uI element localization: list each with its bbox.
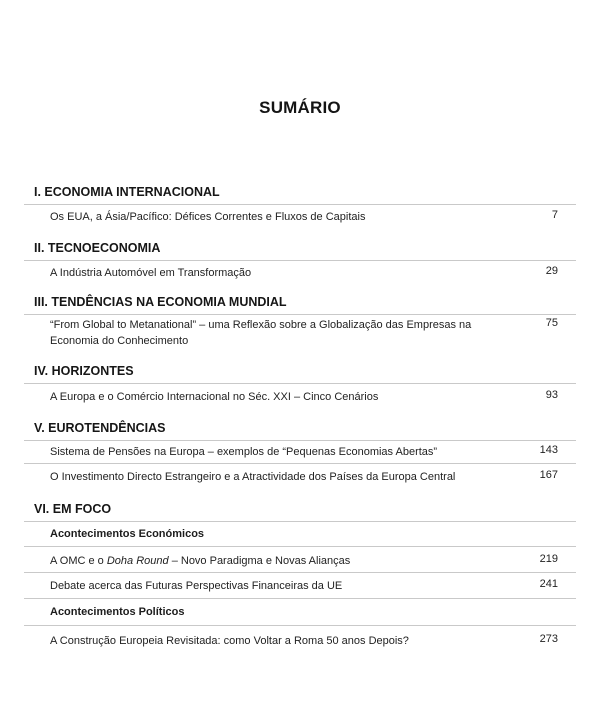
section-heading-tecnoeconomia: II. TECNOECONOMIA — [34, 241, 161, 255]
toc-page-number: 29 — [545, 265, 558, 277]
section-divider — [24, 521, 576, 522]
entry-divider — [24, 463, 576, 464]
section-heading-eurotendencias: V. EUROTENDÊNCIAS — [34, 421, 166, 435]
subsection-heading-economicos: Acontecimentos Económicos — [50, 528, 205, 540]
toc-entry[interactable]: Os EUA, a Ásia/Pacífico: Défices Correntes e Fluxos de Capitais — [50, 211, 366, 223]
toc-page-number: 143 — [539, 444, 558, 456]
toc-entry[interactable]: A Indústria Automóvel em Transformação — [50, 267, 252, 279]
entry-divider — [24, 572, 576, 573]
toc-entry[interactable]: A Europa e o Comércio Internacional no Séc. XXI – Cinco Cenários — [50, 391, 379, 403]
subsection-divider — [24, 546, 576, 547]
section-heading-em-foco: VI. EM FOCO — [34, 502, 112, 516]
section-heading-tendencias: III. TENDÊNCIAS NA ECONOMIA MUNDIAL — [34, 295, 287, 309]
entry-divider — [24, 598, 576, 599]
toc-page-number: 93 — [545, 389, 558, 401]
toc-entry-text: – Novo Paradigma e Novas Alianças — [168, 555, 351, 567]
toc-page-number: 241 — [539, 578, 558, 590]
subsection-divider — [24, 625, 576, 626]
section-divider — [24, 204, 576, 205]
section-heading-economia-internacional: I. ECONOMIA INTERNACIONAL — [34, 185, 220, 199]
toc-page-number: 75 — [545, 317, 558, 329]
section-divider — [24, 440, 576, 441]
toc-entry[interactable]: Debate acerca das Futuras Perspectivas Financeiras da UE — [50, 580, 343, 592]
toc-entry-line: Economia do Conhecimento — [50, 335, 189, 347]
toc-page-number: 273 — [539, 633, 558, 645]
toc-entry-italic: Doha Round — [106, 555, 169, 567]
toc-page-number: 7 — [551, 209, 558, 221]
page-title: SUMÁRIO — [259, 98, 341, 117]
section-divider — [24, 260, 576, 261]
toc-entry[interactable]: O Investimento Directo Estrangeiro e a Atractividade dos Países da Europa Central — [50, 471, 456, 483]
toc-entry[interactable]: A Construção Europeia Revisitada: como Voltar a Roma 50 anos Depois? — [50, 635, 409, 647]
section-divider — [24, 383, 576, 384]
section-divider — [24, 314, 576, 315]
toc-page-number: 219 — [539, 553, 558, 565]
toc-page-number: 167 — [539, 469, 558, 481]
toc-entry-line: “From Global to Metanational” – uma Reflexão sobre a Globalização das Empresas na — [50, 319, 472, 331]
subsection-heading-politicos: Acontecimentos Políticos — [50, 606, 185, 618]
toc-entry-text: A OMC e o — [50, 555, 107, 567]
section-heading-horizontes: IV. HORIZONTES — [34, 364, 134, 378]
toc-entry[interactable]: Sistema de Pensões na Europa – exemplos de “Pequenas Economias Abertas” — [50, 446, 438, 458]
toc-entry[interactable] — [50, 317, 550, 349]
toc-entry[interactable] — [50, 553, 550, 569]
